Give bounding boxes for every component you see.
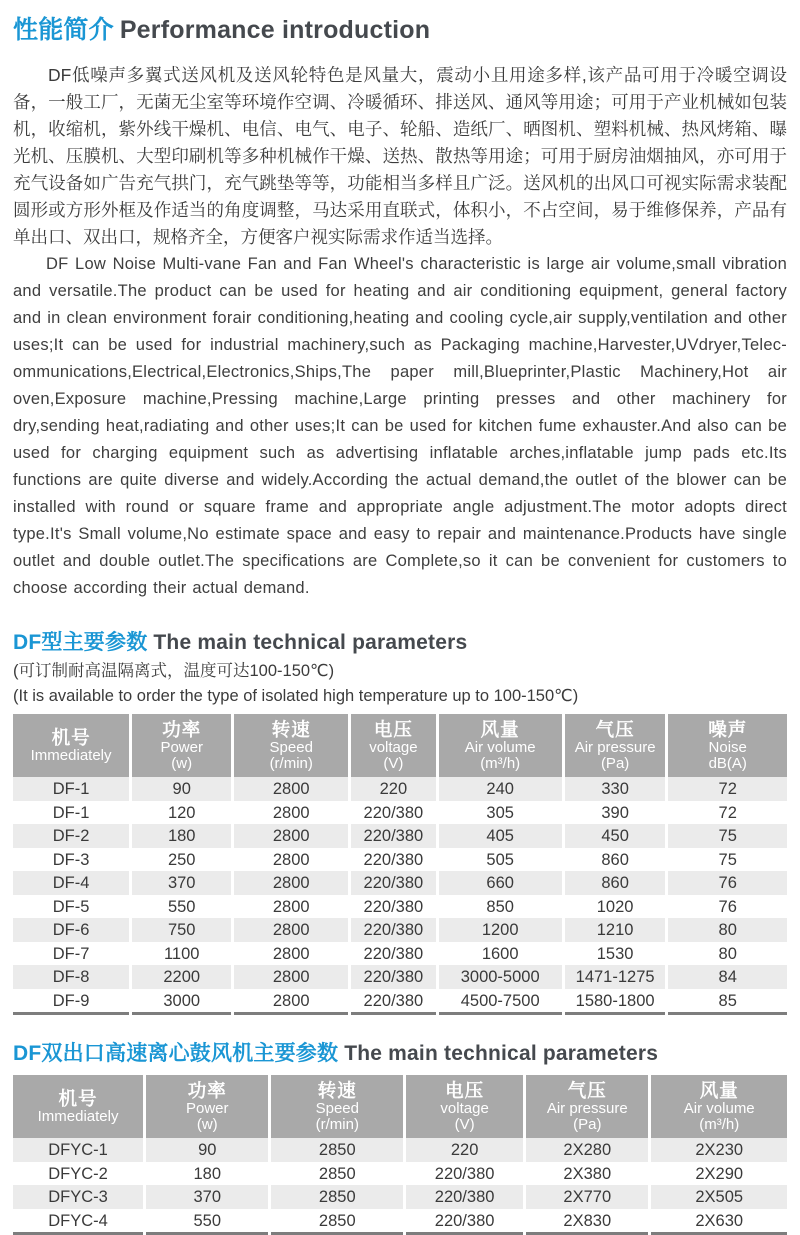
column-header-en: (w) xyxy=(196,1116,218,1133)
column-header-zh: 功率 xyxy=(162,719,202,740)
table-cell: 2X380 xyxy=(525,1162,650,1186)
table-row xyxy=(13,1185,787,1209)
table-cell: 240 xyxy=(437,777,563,801)
table-cell: DFYC-3 xyxy=(48,1188,108,1206)
table-cell: 80 xyxy=(667,918,787,942)
table-row xyxy=(13,777,787,801)
performance-paragraph-zh: DF低噪声多翼式送风机及送风轮特色是风量大，震动小且用途多样,该产品可用于冷暖空调设备，一般工厂，无菌无尘室等环境作空调、冷暖循环、排送风、通风等用途；可用于产业机械如包装机，收缩机，紫外线干燥机、电信、电气、电子、轮船、造纸厂、晒图机、塑料机械、热风烤箱、曝光机、压膜机、大型印刷机等多种机械作干燥、送热、散热等用途；可用于厨房油烟抽风，亦可用于充气设备如广告充气拱门，充气跳垫等等，功能相当多样且广泛。送风机的出风口可视实际需求装配圆形或方形外框及作适当的角度调整，马达采用直联式，体积小，不占空间，易于维修保养，产品有单出口、双出口，规格齐全，方便客户视实际需求作适当选择。 xyxy=(13,65,787,247)
table-cell: DF-4 xyxy=(52,874,90,892)
table-cell: 220/380 xyxy=(350,918,437,942)
table-row xyxy=(13,871,787,895)
column-header-en: (m³/h) xyxy=(480,755,521,772)
column-header xyxy=(13,1075,145,1138)
table-cell: 1600 xyxy=(437,942,563,966)
column-header-en: Air pressure xyxy=(574,739,656,756)
table-cell: 2X630 xyxy=(650,1209,787,1234)
column-header xyxy=(145,1075,270,1138)
table-cell: 2X230 xyxy=(650,1138,787,1162)
column-header-en: Immediately xyxy=(37,1108,119,1125)
column-header-en: (V) xyxy=(383,755,404,772)
table-cell: 75 xyxy=(667,848,787,872)
table-cell: 2800 xyxy=(233,801,350,825)
column-header-zh: 机号 xyxy=(51,727,91,748)
column-header-en: Speed xyxy=(315,1100,359,1117)
column-header-en: Air volume xyxy=(464,739,536,756)
column-header-en: Power xyxy=(160,739,203,756)
table-cell: 660 xyxy=(437,871,563,895)
column-header-en: (r/min) xyxy=(315,1116,359,1133)
high-temp-note-en: (It is available to order the type of isolated high temperature up to 100-150℃) xyxy=(13,687,579,705)
table-cell: 505 xyxy=(437,848,563,872)
column-header-en: Noise xyxy=(708,739,747,756)
table-cell: DFYC-2 xyxy=(48,1164,108,1183)
column-header-en: Immediately xyxy=(30,747,112,764)
performance-heading-en: Performance introduction xyxy=(119,16,431,44)
table-cell: 120 xyxy=(131,801,233,825)
table-cell: 1471-1275 xyxy=(563,965,667,989)
table-cell: 2200 xyxy=(131,965,233,989)
table-cell: 850 xyxy=(437,895,563,919)
table-cell: DF-3 xyxy=(52,850,90,869)
table-row xyxy=(13,895,787,919)
table-cell: DF-1 xyxy=(52,780,90,798)
table-cell: 2800 xyxy=(233,848,350,872)
table-cell: 220/380 xyxy=(405,1209,525,1234)
table-cell: 220/380 xyxy=(350,824,437,848)
table-cell: 84 xyxy=(667,965,787,989)
table-row xyxy=(13,918,787,942)
table-cell: 220/380 xyxy=(350,895,437,919)
table-cell: 3000-5000 xyxy=(437,965,563,989)
column-header xyxy=(270,1075,405,1138)
table-cell: 220/380 xyxy=(350,848,437,872)
table-cell: 2800 xyxy=(233,918,350,942)
column-header-en: Speed xyxy=(269,739,313,756)
table-cell: 2X290 xyxy=(650,1162,787,1186)
column-header-zh: 气压 xyxy=(595,719,635,740)
table-cell: 1580-1800 xyxy=(563,989,667,1014)
table-cell: 80 xyxy=(667,942,787,966)
column-header xyxy=(563,714,667,777)
column-header-en: Power xyxy=(186,1100,229,1117)
table-cell: 750 xyxy=(131,918,233,942)
column-header-en: voltage xyxy=(369,739,418,756)
table-row xyxy=(13,801,787,825)
column-header-zh: 风量 xyxy=(699,1080,739,1101)
performance-heading-zh: 性能简介 xyxy=(13,16,114,44)
table-cell: 2X770 xyxy=(525,1185,650,1209)
high-temp-note-zh: (可订制耐高温隔离式，温度可达100-150℃) xyxy=(13,662,335,680)
column-header xyxy=(13,714,131,777)
header-row xyxy=(13,714,787,777)
table-row xyxy=(13,965,787,989)
table-cell: 330 xyxy=(563,777,667,801)
table-cell: DF-2 xyxy=(52,827,90,845)
table-cell: 550 xyxy=(131,895,233,919)
column-header xyxy=(650,1075,787,1138)
table-cell: 72 xyxy=(667,801,787,825)
column-header-en: (V) xyxy=(454,1116,475,1133)
column-header-en: dB(A) xyxy=(708,755,747,772)
table-cell: 220 xyxy=(350,777,437,801)
column-header xyxy=(131,714,233,777)
column-header-en: Air volume xyxy=(683,1100,755,1117)
table-row xyxy=(13,848,787,872)
column-header-zh: 气压 xyxy=(567,1080,607,1101)
column-header xyxy=(233,714,350,777)
table-row xyxy=(13,824,787,848)
column-header xyxy=(437,714,563,777)
header-row xyxy=(13,1075,787,1138)
column-header-zh: 噪声 xyxy=(708,719,748,740)
table-cell: 405 xyxy=(437,824,563,848)
table-cell: 860 xyxy=(563,848,667,872)
table-cell: DF-5 xyxy=(52,897,90,916)
table-cell: 2X505 xyxy=(650,1185,787,1209)
table-row xyxy=(13,1209,787,1234)
table-cell: 220/380 xyxy=(350,942,437,966)
table-cell: 2800 xyxy=(233,989,350,1014)
table-cell: 450 xyxy=(563,824,667,848)
table-cell: 2800 xyxy=(233,942,350,966)
table-cell: 1020 xyxy=(563,895,667,919)
table-cell: 220/380 xyxy=(350,801,437,825)
table-cell: 2800 xyxy=(233,777,350,801)
table-cell: 2800 xyxy=(233,965,350,989)
table-cell: 2850 xyxy=(270,1162,405,1186)
table-cell: 2850 xyxy=(270,1138,405,1162)
dfyc-params-section-heading xyxy=(13,1037,787,1067)
table-cell: DF-6 xyxy=(52,921,90,939)
df-params-heading-zh: DF型主要参数 xyxy=(13,631,148,654)
table-cell: 550 xyxy=(145,1209,270,1234)
table-cell: DF-9 xyxy=(52,991,90,1010)
table-cell: 4500-7500 xyxy=(437,989,563,1014)
table-cell: 305 xyxy=(437,801,563,825)
table-cell: DFYC-1 xyxy=(48,1141,108,1159)
column-header-zh: 电压 xyxy=(373,719,413,740)
table-cell: 90 xyxy=(131,777,233,801)
performance-section-heading xyxy=(13,10,787,46)
column-header-zh: 转速 xyxy=(317,1080,357,1101)
column-header-en: (w) xyxy=(171,755,193,772)
table-cell: DFYC-4 xyxy=(48,1211,108,1230)
table-cell: 2X280 xyxy=(525,1138,650,1162)
table-cell: 1210 xyxy=(563,918,667,942)
table-row xyxy=(13,942,787,966)
column-header-en: Air pressure xyxy=(546,1100,628,1117)
table-cell: 85 xyxy=(667,989,787,1014)
column-header-zh: 电压 xyxy=(445,1080,485,1101)
table-cell: 3000 xyxy=(131,989,233,1014)
table-cell: DF-1 xyxy=(52,803,90,822)
column-header-zh: 风量 xyxy=(480,719,520,740)
df-parameters-table xyxy=(13,714,787,1015)
df-params-heading-en: The main technical parameters xyxy=(153,631,468,654)
table-cell: 220/380 xyxy=(350,989,437,1014)
column-header-en: (Pa) xyxy=(573,1116,602,1133)
table-cell: DF-8 xyxy=(52,968,90,986)
table-cell: 2800 xyxy=(233,871,350,895)
table-cell: 72 xyxy=(667,777,787,801)
column-header xyxy=(667,714,787,777)
table-cell: 220/380 xyxy=(405,1185,525,1209)
table-cell: 2800 xyxy=(233,824,350,848)
column-header-zh: 机号 xyxy=(58,1088,98,1109)
dfyc-params-heading-en: The main technical parameters xyxy=(344,1042,659,1065)
table-cell: 180 xyxy=(145,1162,270,1186)
table-cell: DF-7 xyxy=(52,944,90,963)
table-cell: 180 xyxy=(131,824,233,848)
table-cell: 370 xyxy=(131,871,233,895)
dfyc-params-heading-zh: DF双出口高速离心鼓风机主要参数 xyxy=(13,1042,339,1065)
table-cell: 250 xyxy=(131,848,233,872)
table-cell: 220/380 xyxy=(350,871,437,895)
column-header xyxy=(525,1075,650,1138)
table-row xyxy=(13,989,787,1014)
table-cell: 1100 xyxy=(131,942,233,966)
table-cell: 390 xyxy=(563,801,667,825)
dfyc-parameters-table xyxy=(13,1075,787,1235)
column-header xyxy=(350,714,437,777)
table-cell: 860 xyxy=(563,871,667,895)
table-cell: 1530 xyxy=(563,942,667,966)
table-cell: 76 xyxy=(667,871,787,895)
column-header-en: (Pa) xyxy=(600,755,630,772)
table-cell: 220/380 xyxy=(405,1162,525,1186)
table-cell: 220 xyxy=(405,1138,525,1162)
table-cell: 76 xyxy=(667,895,787,919)
df-params-section-heading xyxy=(13,626,787,656)
column-header-zh: 转速 xyxy=(271,719,311,740)
table-cell: 220/380 xyxy=(350,965,437,989)
column-header-en: (r/min) xyxy=(269,755,313,772)
table-cell: 1200 xyxy=(437,918,563,942)
table-row xyxy=(13,1138,787,1162)
table-row xyxy=(13,1162,787,1186)
table-cell: 2800 xyxy=(233,895,350,919)
column-header-en: voltage xyxy=(440,1100,489,1117)
table-cell: 2850 xyxy=(270,1185,405,1209)
column-header-en: (m³/h) xyxy=(699,1116,740,1133)
column-header xyxy=(405,1075,525,1138)
table-cell: 90 xyxy=(145,1138,270,1162)
performance-paragraph-en: DF Low Noise Multi-vane Fan and Fan Wheel's characteristic is large air volume,small vibration and versatile.The product can be used for heating and air conditioning equipment, general factory and in clean environment forair conditioning,heating and cooling cycle,air supply,ventilation and other uses;It can be used for industrial machinery,such as Packaging machine,Harvester,UVdryer,Telec-ommunications,Electrical,Electronics,Ships,The paper mill,Blueprinter,Plastic Machinery,Hot air oven,Exposure machine,Pressing machine,Large printing presses and other machinery for dry,sending heat,radiating and other uses;It can be used for kitchen fume exhauster.And also can be used for charging equipment such as advertising inflatable arches,inflatable jump pads etc.Its functions are quite diverse and widely.According the actual demand,the outlet of the blower can be installed with round or square frame and appropriate angle adjustment.The motor adopts direct type.It's Small volume,No estimate space and easy to repair and maintenance.Products have single outlet and double outlet.The specifications are Complete,so it can be convenient for customers to choose according their actual demand. xyxy=(13,255,787,597)
table-cell: 75 xyxy=(667,824,787,848)
table-cell: 2850 xyxy=(270,1209,405,1234)
table-cell: 370 xyxy=(145,1185,270,1209)
column-header-zh: 功率 xyxy=(187,1080,227,1101)
table-cell: 2X830 xyxy=(525,1209,650,1234)
